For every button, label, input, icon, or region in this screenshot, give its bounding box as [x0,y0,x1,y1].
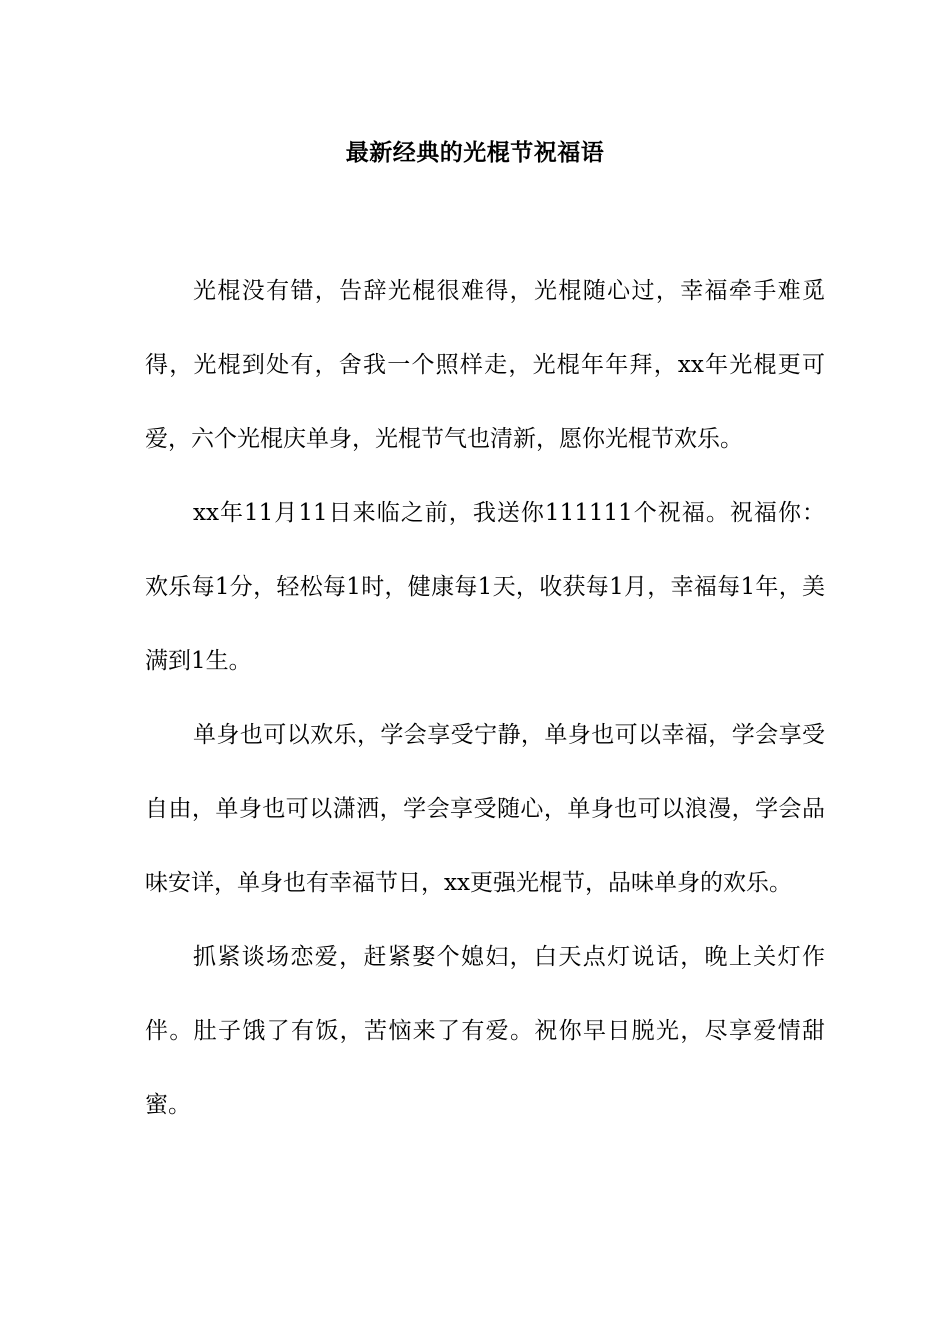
document-body [145,254,825,1142]
paragraph-4: 抓紧谈场恋爱，赶紧娶个媳妇，白天点灯说话，晚上关灯作伴。肚子饿了有饭，苦恼来了有爱。祝你早日脱光，尽享爱情甜蜜。 [145,944,825,1118]
paragraph-3: 单身也可以欢乐，学会享受宁静，单身也可以幸福，学会享受自由，单身也可以潇洒，学会享受随心，单身也可以浪漫，学会品味安详，单身也有幸福节日，xx更强光棍节，品味单身的欢乐。 [145,722,825,896]
paragraph-1: 光棍没有错，告辞光棍很难得，光棍随心过，幸福牵手难觅得，光棍到处有，舍我一个照样走，光棍年年拜，xx年光棍更可爱，六个光棍庆单身，光棍节气也清新，愿你光棍节欢乐。 [145,278,825,452]
paragraph-2: xx年11月11日来临之前，我送你111111个祝福。祝福你：欢乐每1分，轻松每1时，健康每1天，收获每1月，幸福每1年，美满到1生。 [145,500,825,674]
document-title: 最新经典的光棍节祝福语 [345,139,605,166]
